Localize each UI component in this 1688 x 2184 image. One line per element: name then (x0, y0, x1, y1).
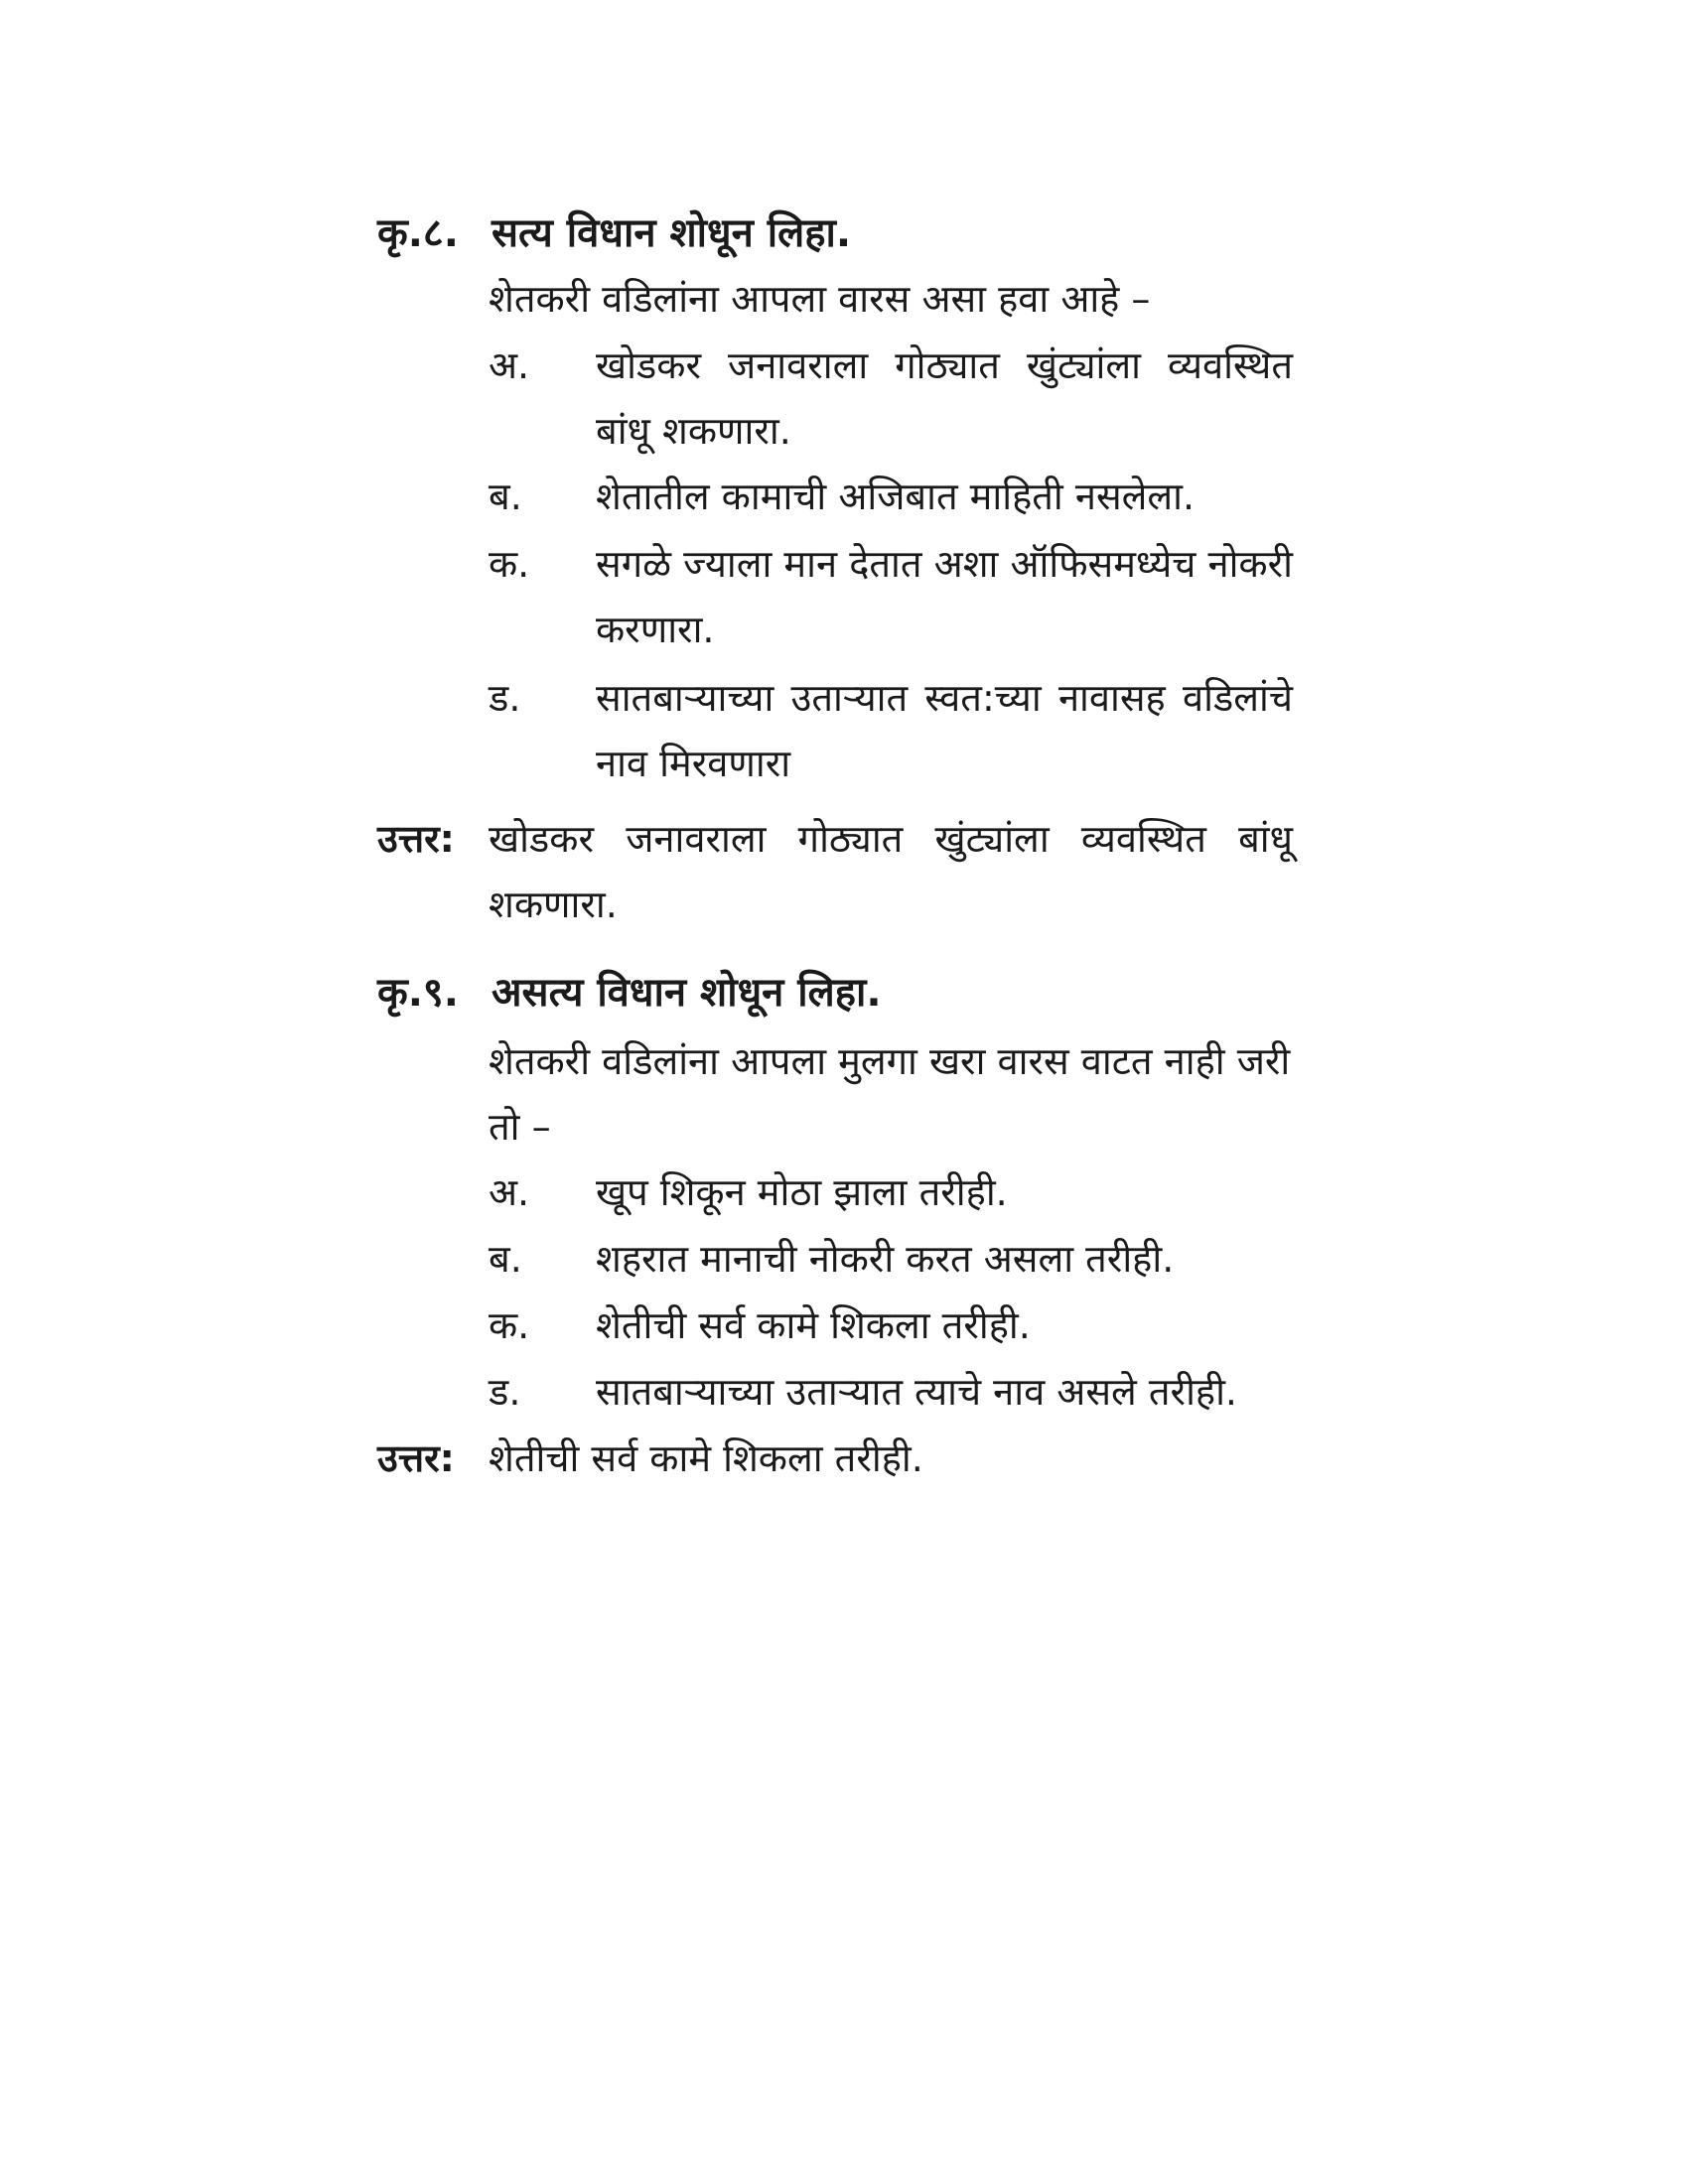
question-9-option-a (489, 1160, 1293, 1225)
question-9-title: असत्य विधान शोधून लिहा. (492, 970, 882, 1016)
option-letter: ड. (489, 676, 521, 720)
question-9-option-c (489, 1293, 1293, 1358)
question-9-number: कृ.९. (377, 970, 459, 1016)
option-letter: अ. (489, 343, 530, 387)
question-8-option-b (489, 464, 1293, 529)
question-9-stem: शेतकरी वडिलांना आपला मुलगा खरा वारस वाटत नाही जरी तो – (489, 1039, 1291, 1149)
question-8-option-c (489, 531, 1293, 662)
option-text: सातबाऱ्याच्या उताऱ्यात त्याचे नाव असले तरीही. (596, 1370, 1238, 1414)
option-letter: ब. (489, 475, 522, 518)
question-8-option-a (489, 333, 1293, 464)
option-text: सातबाऱ्याच्या उताऱ्यात स्वत:च्या नावासह वडिलांचे नाव मिरवणारा (596, 676, 1293, 785)
question-8-title: सत्य विधान शोधून लिहा. (492, 210, 852, 256)
answer-label: उत्तर: (377, 1436, 455, 1480)
question-9-option-b (489, 1226, 1293, 1292)
option-text: सगळे ज्याला मान देतात अशा ऑफिसमध्येच नोकरी करणारा. (596, 542, 1293, 651)
option-letter: क. (489, 542, 530, 586)
option-letter: अ. (489, 1170, 530, 1214)
question-8-option-d (489, 665, 1293, 796)
question-8-stem: शेतकरी वडिलांना आपला वारस असा हवा आहे – (489, 277, 1151, 321)
option-text: शेतातील कामाची अजिबात माहिती नसलेला. (596, 475, 1196, 518)
option-letter: ड. (489, 1370, 521, 1414)
option-text: खोडकर जनावराला गोठ्यात खुंट्यांला व्यवस्थित बांधू शकणारा. (596, 343, 1293, 453)
question-9-option-d (489, 1359, 1293, 1425)
question-9-heading (377, 970, 882, 1016)
answer-label: उत्तर: (377, 817, 455, 861)
answer-text: शेतीची सर्व कामे शिकला तरीही. (489, 1436, 923, 1480)
option-letter: ब. (489, 1237, 522, 1281)
question-8-heading (377, 210, 852, 256)
question-8-number: कृ.८. (377, 210, 459, 256)
question-8-answer (377, 806, 1293, 937)
option-letter: क. (489, 1303, 530, 1347)
option-text: शहरात मानाची नोकरी करत असला तरीही. (596, 1237, 1175, 1281)
option-text: शेतीची सर्व कामे शिकला तरीही. (596, 1303, 1031, 1347)
question-9-answer (377, 1426, 1293, 1491)
option-text: खूप शिकून मोठा झाला तरीही. (596, 1170, 1008, 1214)
answer-text: खोडकर जनावराला गोठ्यात खुंट्यांला व्यवस्थित बांधू शकणारा. (489, 817, 1293, 926)
